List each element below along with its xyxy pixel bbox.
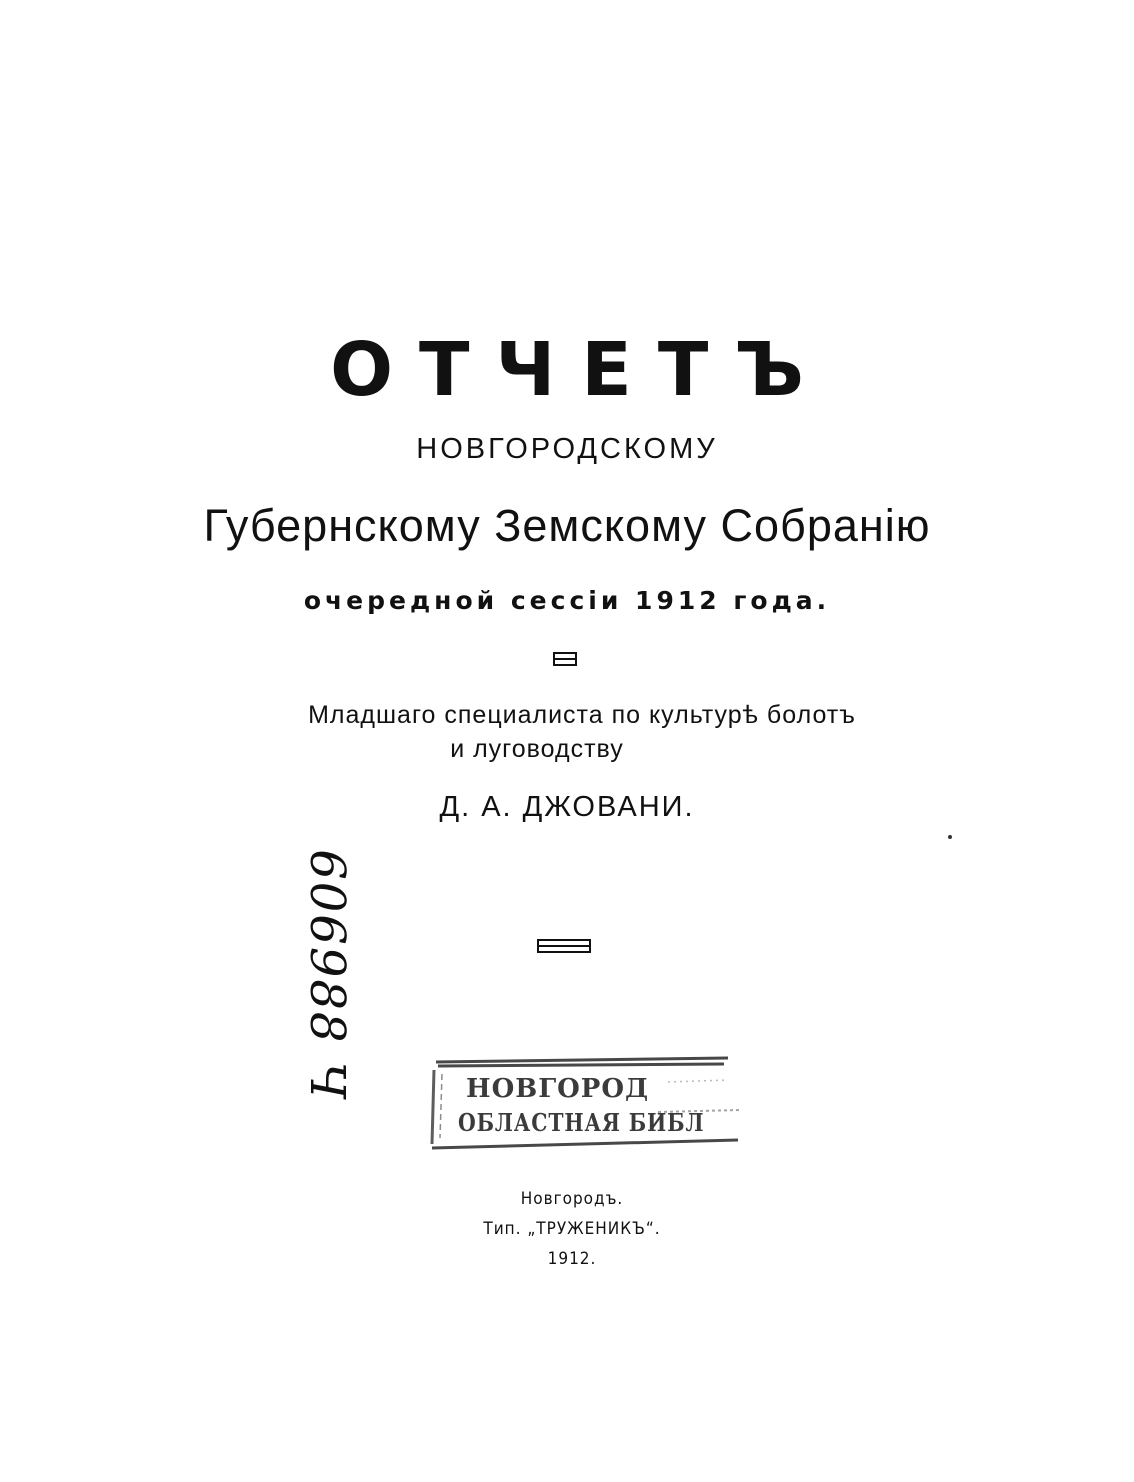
session-line: очередной сессіи 1912 года. xyxy=(303,586,831,615)
imprint-press: Тип. „ТРУЖЕНИКЪ“. xyxy=(483,1219,661,1239)
ornament-divider-small xyxy=(553,652,577,666)
inventory-number-handwritten xyxy=(282,849,372,1101)
inventory-number-text: 606988 Ч xyxy=(299,849,355,1101)
addressee-city: НОВГОРОДСКОМУ xyxy=(416,433,718,465)
author-name: Д. А. ДЖОВАНИ. xyxy=(439,791,695,823)
imprint-city: Новгородъ. xyxy=(520,1189,624,1209)
stamp-line-2: ОБЛАСТНАЯ БИБЛ xyxy=(458,1108,705,1137)
addressee-assembly: Губернскому Земскому Собранію xyxy=(203,500,931,551)
author-role-line-2: и луговодству xyxy=(450,735,624,763)
paper-speck xyxy=(948,835,952,839)
document-title: ОТЧЕТЪ xyxy=(330,327,830,413)
ornament-divider-large xyxy=(537,939,591,953)
stamp-frame xyxy=(428,1052,748,1162)
author-role-line-1: Младшаго специалиста по культурѣ болотъ xyxy=(308,701,856,729)
library-stamp xyxy=(428,1052,748,1162)
imprint-year: 1912. xyxy=(547,1249,597,1269)
stamp-line-1: НОВГОРОД xyxy=(466,1074,650,1104)
